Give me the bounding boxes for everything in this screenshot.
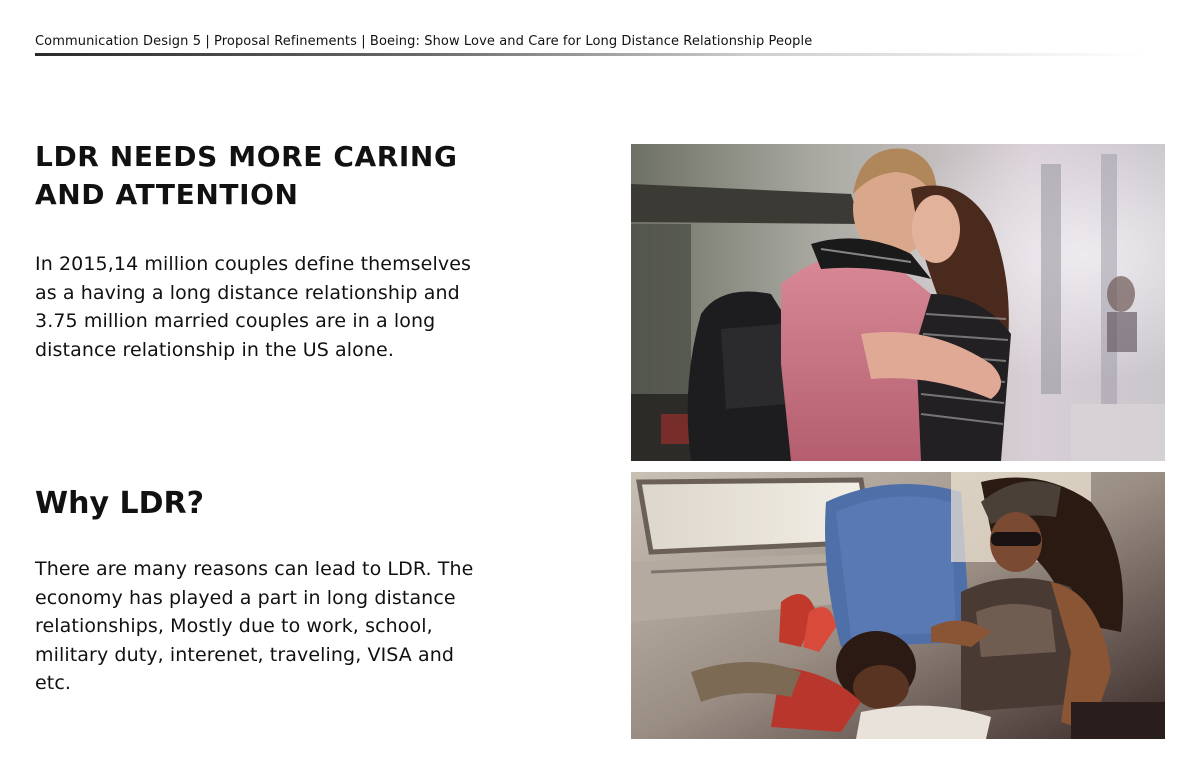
- header-divider: [35, 53, 1145, 56]
- section-1-title-line-2: AND ATTENTION: [35, 178, 299, 211]
- page-header-breadcrumb: Communication Design 5 | Proposal Refinements | Boeing: Show Love and Care for Long Distance Relationship People: [35, 34, 813, 49]
- woman-and-child-on-train-photo: [631, 472, 1165, 739]
- section-2-body: There are many reasons can lead to LDR. The economy has played a part in long distance relationships, Mostly due to work, school, military duty, interenet, traveling, VISA and etc.: [35, 558, 474, 694]
- section-1-title-line-1: LDR NEEDS MORE CARING: [35, 140, 458, 173]
- section-1-title: [35, 138, 475, 214]
- couple-hugging-photo: [631, 144, 1165, 461]
- section-2-title: Why LDR?: [35, 486, 204, 521]
- section-1-body: In 2015,14 million couples define themselves as a having a long distance relationship and 3.75 million married couples are in a long distance relationship in the US alone.: [35, 253, 471, 361]
